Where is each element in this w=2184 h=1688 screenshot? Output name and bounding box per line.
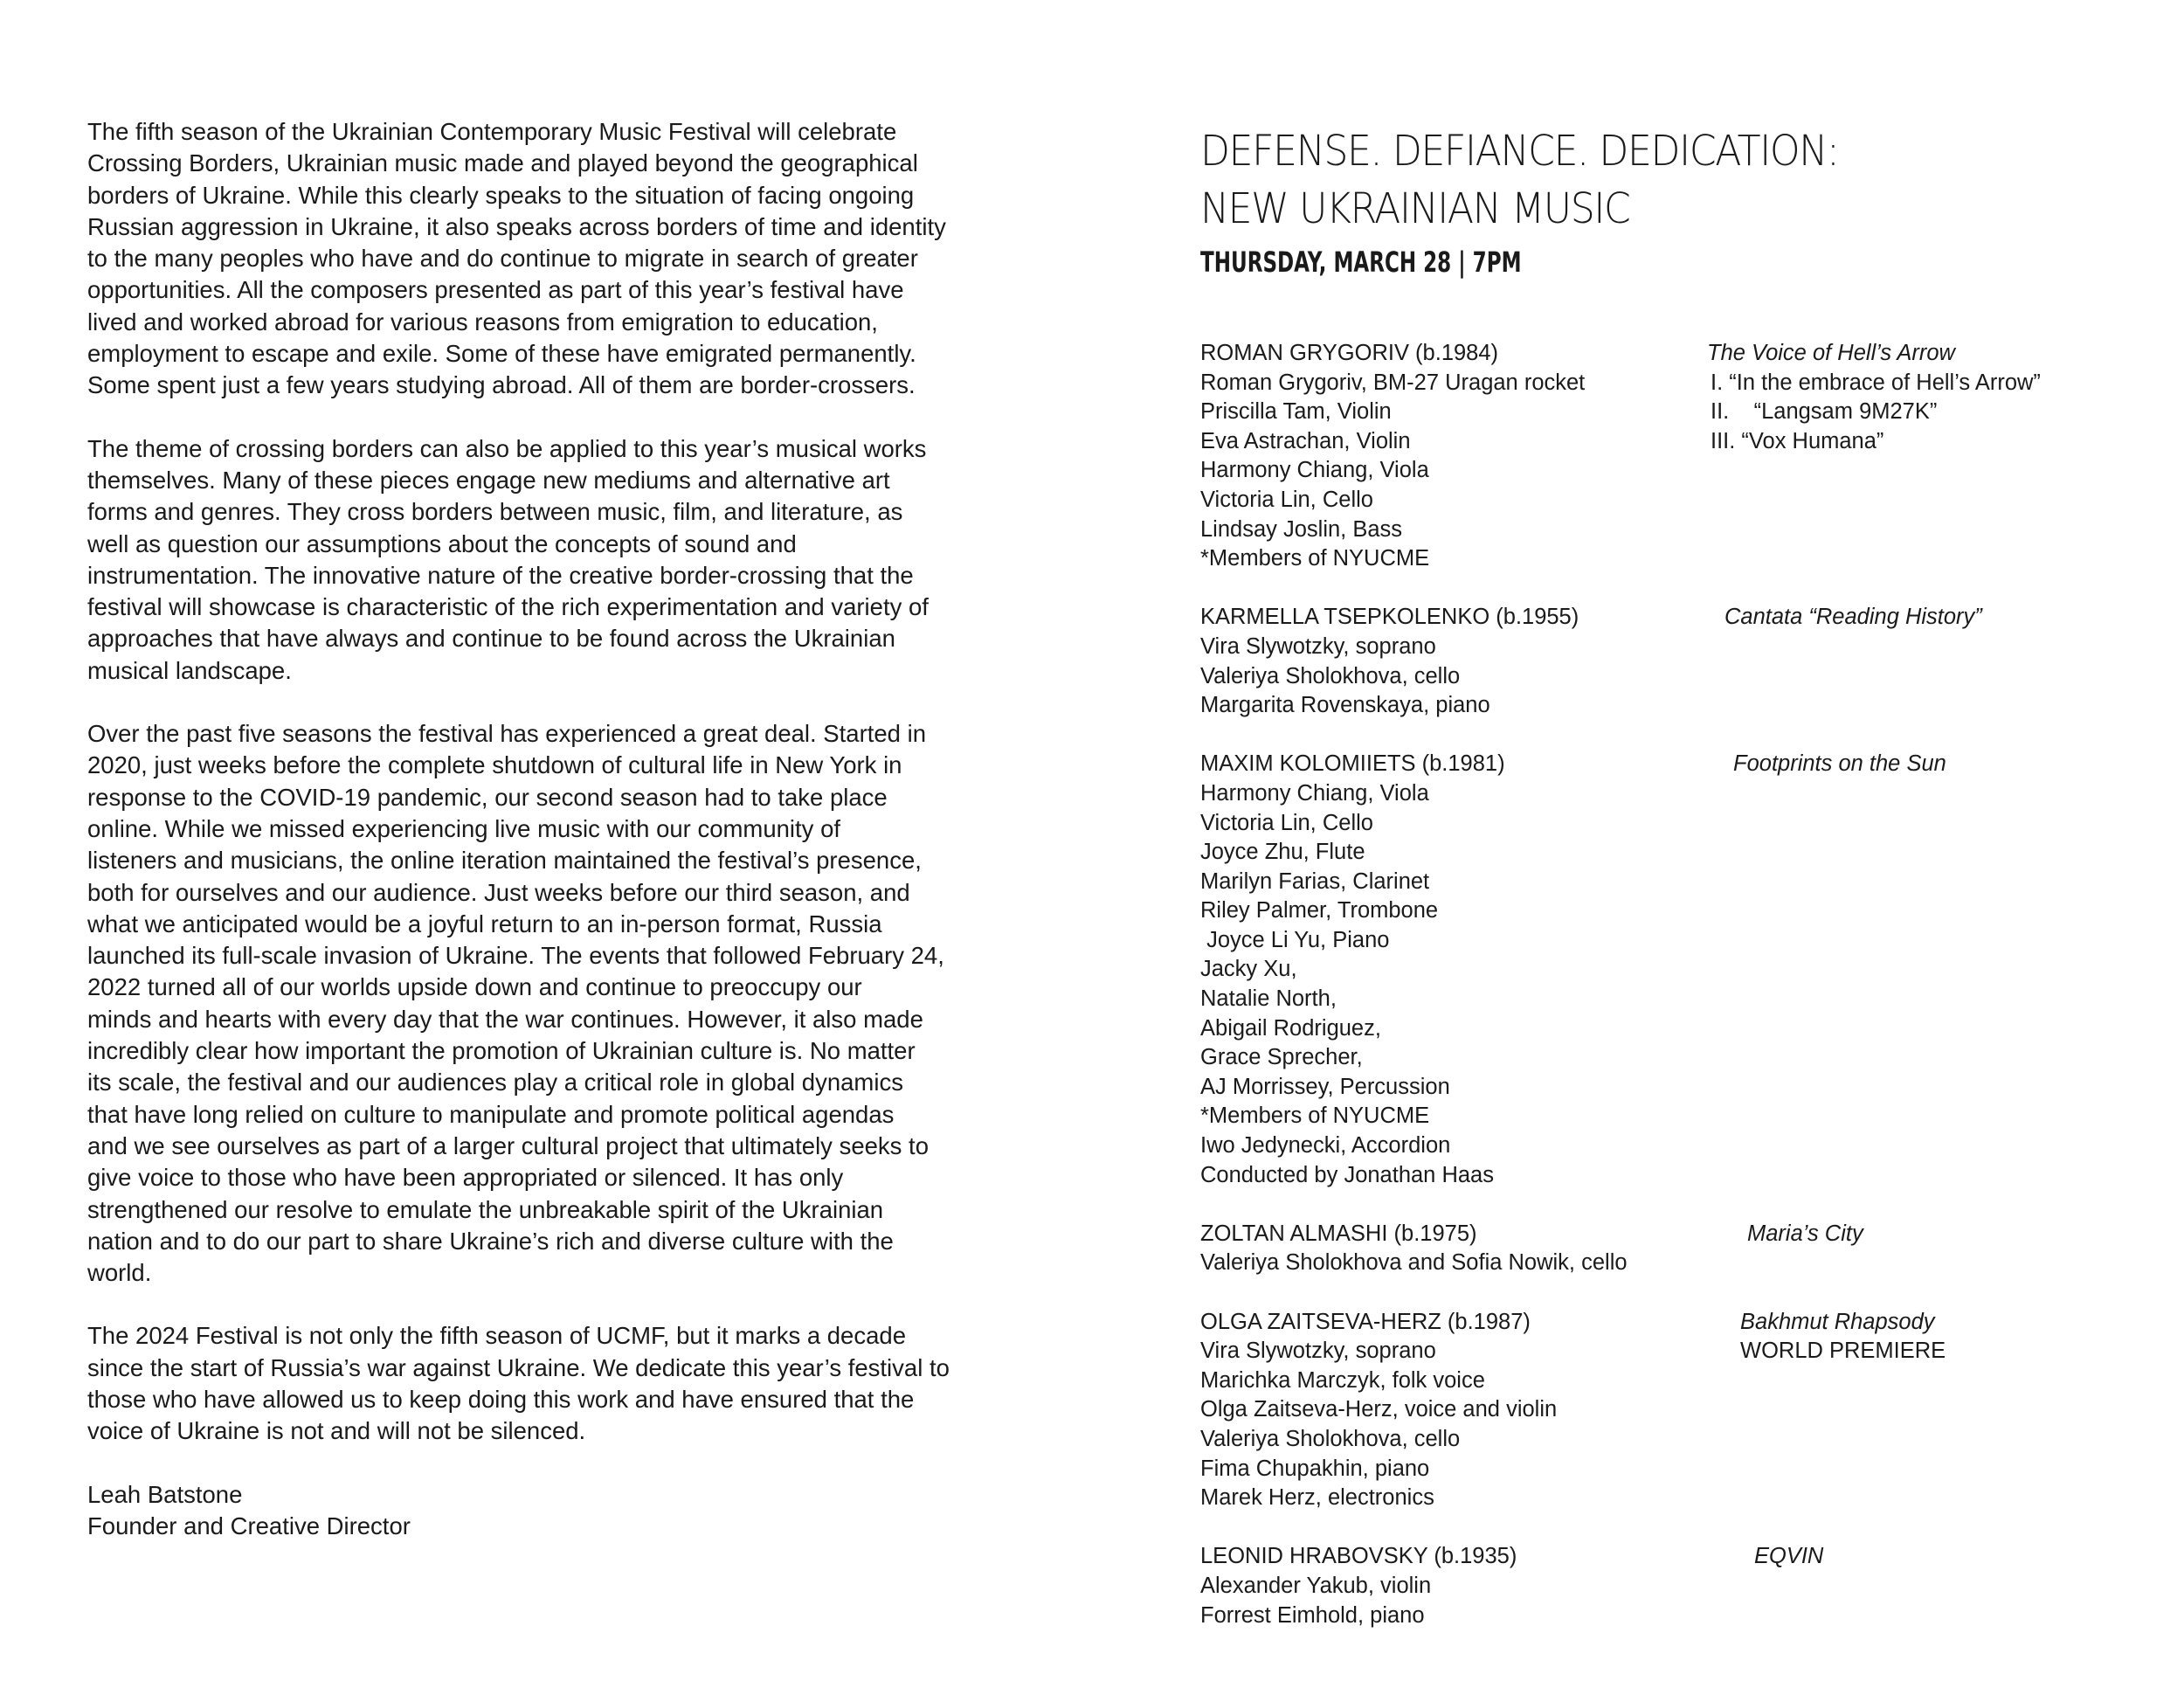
performer: Valeriya Sholokhova, cello: [1200, 663, 1461, 688]
composer-name: ROMAN GRYGORIV (b.1984): [1200, 341, 1499, 365]
program-title-line-2: NEW UKRAINIAN MUSIC: [1200, 184, 1630, 233]
performer-list: [1200, 1249, 2144, 1278]
performer: Joyce Li Yu, Piano: [1200, 927, 1390, 952]
performer: Fima Chupakhin, piano: [1200, 1456, 1430, 1481]
essay-paragraph-3: Over the past five seasons the festival has experienced a great deal. Started in 2020, just weeks before the complete shutdown of cultural life in New York in response to the COVID-19 pandemic, our second season had to take place online. While we missed experiencing live music with our community of listeners and musicians, the online iteration maintained the festival’s presence, both for ourselves and our audience. Just weeks before our third season, and what we anticipated would be a joyful return to an in-person format, Russia launched its full-scale invasion of Ukraine. The events that followed February 24, 2022 turned all of our worlds upside down and continue to preoccupy our minds and hearts with every day that the war continues. However, it also made incredibly clear how important the promotion of Ukrainian culture is. No matter its scale, the festival and our audiences play a critical role in global dynamics that have long relied on culture to manipulate and promote political agendas and we see ourselves as part of a larger cultural project that ultimately seeks to give voice to those who have been appropriated or silenced. It has only strengthened our resolve to emulate the unbreakable spirit of the Ukrainian nation and to do our part to share Ukraine’s rich and diverse culture with the world.: [87, 720, 944, 1287]
program-list: [1200, 339, 2144, 1660]
performer: Lindsay Joslin, Bass: [1200, 516, 1403, 542]
performer: Marichka Marczyk, folk voice: [1200, 1367, 1485, 1393]
essay-signature: [87, 1479, 1031, 1543]
program-piece: [1200, 750, 2144, 1190]
program-piece: [1200, 603, 2144, 720]
program-piece: [1200, 1542, 2144, 1630]
performer: Grace Sprecher,: [1200, 1045, 1363, 1070]
performer: Olga Zaitseva-Herz, voice and violin: [1200, 1397, 1558, 1422]
premiere-note: WORLD PREMIERE: [1740, 1339, 1946, 1364]
performer: Victoria Lin, Cello: [1200, 487, 1373, 512]
performer: Natalie North,: [1200, 986, 1337, 1012]
performer: Marilyn Farias, Clarinet: [1200, 868, 1430, 894]
performer: Riley Palmer, Trombone: [1200, 898, 1439, 924]
performer: Vira Slywotzky, soprano: [1200, 633, 1436, 659]
essay-paragraph-4: The 2024 Festival is not only the fifth season of UCMF, but it marks a decade since the start of Russia’s war against Ukraine. We dedicate this year’s festival to those who have allowed us to keep doing this work and have ensured that the voice of Ukraine is not and will not be silenced.: [87, 1322, 950, 1445]
movement: II. “Langsam 9M27K”: [1711, 399, 1938, 425]
performer: Valeriya Sholokhova and Sofia Nowik, cello: [1200, 1250, 1628, 1276]
performer: *Members of NYUCME: [1200, 1103, 1430, 1129]
work-title: The Voice of Hell’s Arrow: [1707, 341, 1955, 365]
program-piece: [1200, 339, 2144, 574]
work-title: Cantata “Reading History”: [1724, 605, 1982, 630]
performer: Joyce Zhu, Flute: [1200, 840, 1365, 865]
performer: Eva Astrachan, Violin: [1200, 428, 1411, 453]
performer-list: [1200, 1572, 2144, 1630]
signature-role: Founder and Creative Director: [87, 1512, 411, 1539]
performer: Marek Herz, electronics: [1200, 1485, 1434, 1511]
program-header: [1200, 122, 2126, 280]
performer: Forrest Eimhold, piano: [1200, 1602, 1425, 1628]
performer: Victoria Lin, Cello: [1200, 810, 1373, 835]
program-date: THURSDAY, MARCH 28 | 7PM: [1200, 246, 1522, 279]
essay-paragraph-2: The theme of crossing borders can also be applied to this year’s musical works themselves. Many of these pieces engage new mediums and alternative art forms and genres. They cross borders between music, film, and literature, as well as question our assumptions about the concepts of sound and instrumentation. The innovative nature of the creative border-crossing that the festival will showcase is characteristic of the rich experimentation and variety of approaches that have always and continue to be found across the Ukrainian musical landscape.: [87, 434, 929, 684]
performer: AJ Morrissey, Percussion: [1200, 1074, 1450, 1099]
composer-name: MAXIM KOLOMIIETS (b.1981): [1200, 751, 1505, 777]
performer: Valeriya Sholokhova, cello: [1200, 1426, 1461, 1451]
performer: Conducted by Jonathan Haas: [1200, 1162, 1494, 1187]
performer: *Members of NYUCME: [1200, 546, 1430, 571]
program-piece: [1200, 1308, 2144, 1513]
work-title: Footprints on the Sun: [1733, 751, 1946, 777]
signature-name: Leah Batstone: [87, 1480, 243, 1508]
performer: Harmony Chiang, Viola: [1200, 458, 1429, 483]
performer: Iwo Jedynecki, Accordion: [1200, 1133, 1451, 1159]
performer: Priscilla Tam, Violin: [1200, 399, 1392, 425]
performer-list: [1200, 779, 2144, 1190]
performer-list: [1200, 1337, 2144, 1513]
work-title: Maria’s City: [1747, 1221, 1863, 1246]
movement-list: [1711, 369, 2041, 457]
performer: Harmony Chiang, Viola: [1200, 780, 1429, 806]
work-title: EQVIN: [1754, 1544, 1824, 1569]
performer: Abigail Rodriguez,: [1200, 1015, 1381, 1041]
composer-name: LEONID HRABOVSKY (b.1935): [1200, 1544, 1517, 1569]
performer: Roman Grygoriv, BM-27 Uragan rocket: [1200, 370, 1586, 395]
program-title-line-1: DEFENSE. DEFIANCE. DEDICATION:: [1200, 127, 1839, 176]
performer: Alexander Yakub, violin: [1200, 1573, 1432, 1598]
essay-paragraph-1: The fifth season of the Ukrainian Contemporary Music Festival will celebrate Crossing Borders, Ukrainian music made and played beyond the geographical borders of Ukraine. While this clearly speaks to the situation of facing ongoing Russian aggression in Ukraine, it also speaks across borders of time and identity to the many peoples who have and do continue to migrate in search of greater opportunities. All the composers presented as part of this year’s festival have lived and worked abroad for various reasons from emigration to education, employment to escape and exile. Some of these have emigrated permanently. Some spent just a few years studying abroad. All of them are border-crossers.: [87, 118, 946, 399]
program-piece: [1200, 1220, 2144, 1278]
performer: Jacky Xu,: [1200, 957, 1297, 982]
performer-list: [1200, 633, 2144, 721]
composer-name: KARMELLA TSEPKOLENKO (b.1955): [1200, 605, 1579, 630]
movement: I. “In the embrace of Hell’s Arrow”: [1711, 370, 2041, 395]
composer-name: ZOLTAN ALMASHI (b.1975): [1200, 1221, 1477, 1246]
movement: III. “Vox Humana”: [1711, 428, 1884, 453]
work-title: Bakhmut Rhapsody: [1740, 1309, 1935, 1334]
festival-essay: [87, 116, 1031, 1542]
performer: Vira Slywotzky, soprano: [1200, 1339, 1436, 1364]
performer: Margarita Rovenskaya, piano: [1200, 693, 1490, 718]
composer-name: OLGA ZAITSEVA-HERZ (b.1987): [1200, 1309, 1531, 1334]
